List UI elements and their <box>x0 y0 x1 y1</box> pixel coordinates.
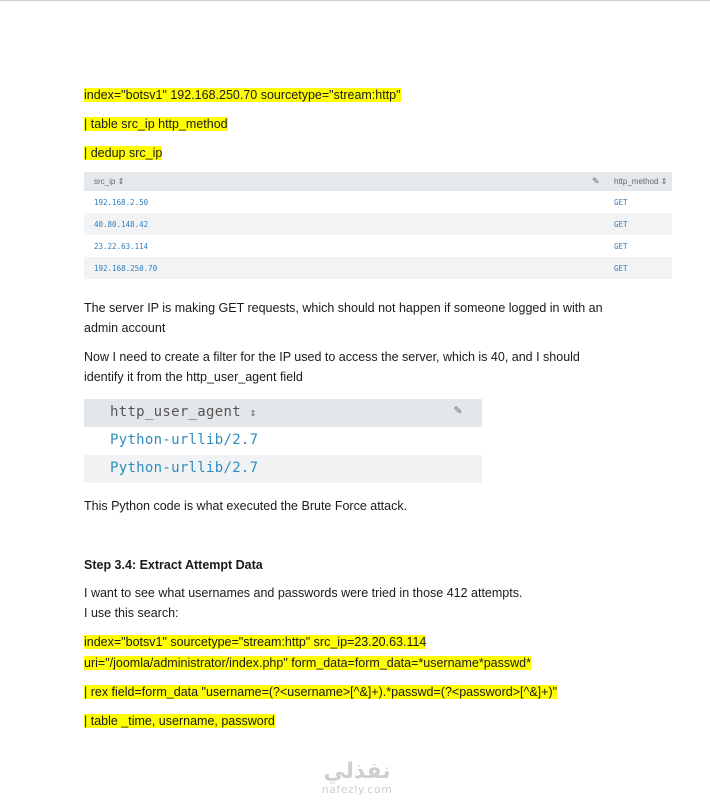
query2-line4-text: | table _time, username, password <box>84 714 275 728</box>
table-header <box>84 172 672 191</box>
query1-line3-text: | dedup src_ip <box>84 146 163 160</box>
query1-line1 <box>84 86 401 104</box>
paragraph-usernames-passwords: I want to see what usernames and passwords were tried in those 412 attempts. <box>84 586 523 600</box>
edit-pencil-icon[interactable]: ✎ <box>592 176 600 186</box>
query1-line1-text: index="botsv1" 192.168.250.70 sourcetype="stream:http" <box>84 88 401 102</box>
cell-src-ip[interactable]: 192.168.250.70 <box>94 264 158 273</box>
cell-src-ip[interactable]: 192.168.2.50 <box>94 198 149 207</box>
paragraph-use-search: I use this search: <box>84 606 179 620</box>
query2-line2 <box>84 654 531 672</box>
col-header-src-ip-label: src_ip <box>94 177 116 186</box>
src-ip-results-table <box>84 172 672 279</box>
sort-icon: ⇕ <box>660 177 668 186</box>
user-agent-results-table <box>84 399 482 483</box>
page-top-border <box>0 0 710 1</box>
table-row <box>84 257 672 279</box>
watermark-latin: nafezly.com <box>321 783 393 796</box>
table-row <box>84 213 672 235</box>
col-header-src-ip[interactable] <box>94 177 124 186</box>
sort-icon: ⇕ <box>249 406 257 419</box>
col-header-http-method-label: http_method <box>614 177 659 186</box>
table-row <box>84 427 482 455</box>
query2-line3-text: | rex field=form_data "username=(?<username>[^&]+).*passwd=(?<password>[^&]+)" <box>84 685 558 699</box>
cell-http-method[interactable]: GET <box>614 242 628 251</box>
query1-line2-text: | table src_ip http_method <box>84 117 228 131</box>
cell-src-ip[interactable]: 23.22.63.114 <box>94 242 149 251</box>
paragraph-python-brute-force: This Python code is what executed the Brute Force attack. <box>84 499 408 513</box>
table-row <box>84 235 672 257</box>
query2-line4 <box>84 712 275 730</box>
col-header-user-agent-label: http_user_agent <box>110 404 241 420</box>
paragraph-get-requests: The server IP is making GET requests, which should not happen if someone logged in with an admin account <box>84 301 603 335</box>
watermark-arabic: نفذلي <box>323 759 391 784</box>
paragraph-filter-ip: Now I need to create a filter for the IP used to access the server, which is 40, and I should identify it from the http_user_agent field <box>84 350 580 384</box>
step-heading: Step 3.4: Extract Attempt Data <box>84 558 263 572</box>
table-row <box>84 455 482 483</box>
query2-line1-text: index="botsv1" sourcetype="stream:http" src_ip=23.20.63.114 <box>84 635 427 649</box>
cell-src-ip[interactable]: 40.80.148.42 <box>94 220 149 229</box>
col-header-http-method[interactable] <box>614 177 667 186</box>
query1-line2 <box>84 115 228 133</box>
cell-http-method[interactable]: GET <box>614 264 628 273</box>
sort-icon: ⇕ <box>117 177 125 186</box>
col-header-user-agent[interactable] <box>110 404 257 420</box>
query2-line2-text: uri="/joomla/administrator/index.php" form_data=form_data=*username*passwd* <box>84 656 531 670</box>
cell-http-method[interactable]: GET <box>614 198 628 207</box>
table-row <box>84 191 672 213</box>
query1-line3 <box>84 144 162 162</box>
table-header <box>84 399 482 427</box>
query2-line1 <box>84 633 426 651</box>
edit-pencil-icon[interactable]: ✎ <box>454 403 462 418</box>
cell-http-method[interactable]: GET <box>614 220 628 229</box>
cell-user-agent[interactable]: Python-urllib/2.7 <box>110 460 259 476</box>
watermark-logo <box>312 760 402 796</box>
cell-user-agent[interactable]: Python-urllib/2.7 <box>110 432 259 448</box>
query2-line3 <box>84 683 557 701</box>
